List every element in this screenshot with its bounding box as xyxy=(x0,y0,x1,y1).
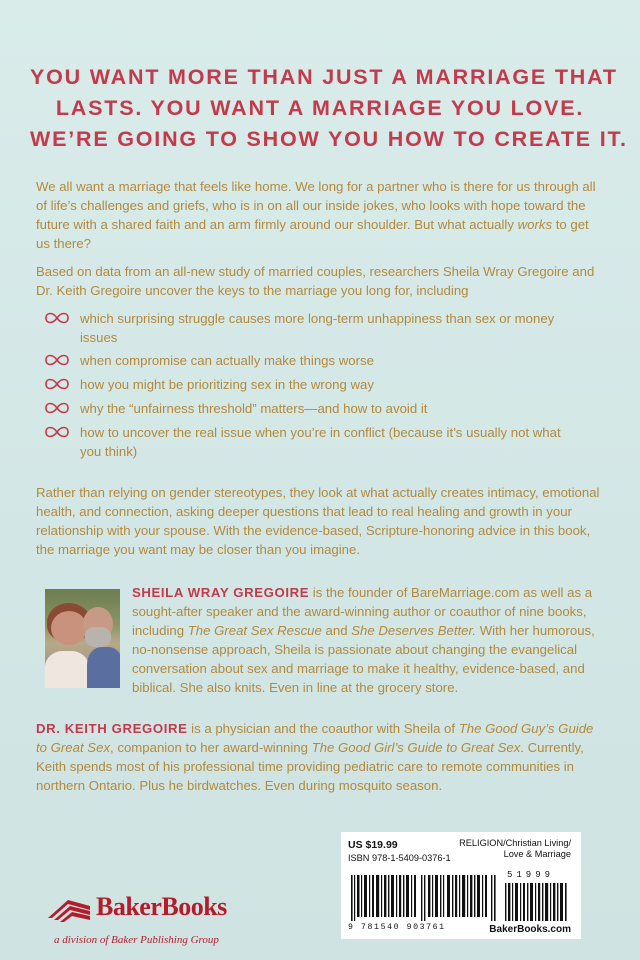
category: RELIGION/Christian Living/ Love & Marriage xyxy=(459,838,571,859)
intro-paragraph xyxy=(36,177,606,253)
headline-line-3: WE’RE GOING TO SHOW YOU HOW TO CREATE IT. xyxy=(30,127,628,151)
bio-text: is a physician and the coauthor with Sheila of xyxy=(187,721,459,736)
bio-sheila xyxy=(132,583,612,697)
author-photo xyxy=(45,589,120,688)
publisher-logo xyxy=(46,890,266,950)
bullet-text: when compromise can actually make things worse xyxy=(80,353,374,368)
barcode-icon xyxy=(351,875,497,921)
book-title: The Good Girl’s Guide to Great Sex xyxy=(311,740,521,755)
bio-keith xyxy=(36,719,606,795)
intro-text-end: to get us there? xyxy=(36,217,589,251)
bullet-text: which surprising struggle causes more long-term unhappiness than sex or money issues xyxy=(80,311,555,345)
bullet-item xyxy=(40,375,580,394)
bio-text: and xyxy=(321,623,352,638)
intro-emphasis: works xyxy=(517,217,553,232)
bullet-list xyxy=(40,309,580,466)
headline-line-2: LASTS. YOU WANT A MARRIAGE YOU LOVE. xyxy=(55,96,585,120)
author-name: DR. KEITH GREGOIRE xyxy=(36,721,188,736)
headline-line-1: YOU WANT MORE THAN JUST A MARRIAGE THAT xyxy=(30,65,618,89)
book-title: The Great Sex Rescue xyxy=(187,623,322,638)
addon-barcode-icon xyxy=(505,883,569,921)
bio-text: , companion to her award-winning xyxy=(110,740,312,755)
infinity-icon xyxy=(42,309,72,327)
headline xyxy=(30,62,628,155)
bullet-text: how to uncover the real issue when you’re in conflict (because it’s usually not what you think) xyxy=(80,425,561,459)
intro-text: We all want a marriage that feels like home. We long for a partner who is there for us through all of life’s challenges and griefs, who is in on all our inside jokes, who looks with hope toward the future with a shared faith and an arm firmly around our shoulder. But what actually xyxy=(36,179,596,232)
bullet-text: why the “unfairness threshold” matters—and how to avoid it xyxy=(80,401,428,416)
conclusion-paragraph: Rather than relying on gender stereotypes, they look at what actually creates intimacy, emotional health, and connection, asking deeper questions that lead to real healing and growth in your relationship with your spouse. With the evidence-based, Scripture-honoring advice in this book, the marriage you want may be closer than you imagine. xyxy=(36,485,600,557)
addon-number: 51999 xyxy=(507,870,555,880)
author-name: SHEILA WRAY GREGOIRE xyxy=(132,585,310,600)
study-intro-paragraph: Based on data from an all-new study of married couples, researchers Sheila Wray Gregoire and Dr. Keith Gregoire uncover the keys to the marriage you long for, including xyxy=(36,264,595,298)
infinity-icon xyxy=(42,399,72,417)
bullet-item xyxy=(40,399,580,418)
bio-text: . Currently, Keith spends most of his professional time providing pediatric care to remote communities in northern Ontario. Plus he birdwatches. Even during mosquito season. xyxy=(36,740,584,793)
book-title: The Good Guy’s Guide to Great Sex xyxy=(36,721,594,755)
bullet-item xyxy=(40,351,580,370)
bullet-item xyxy=(40,423,580,461)
publisher-division: a division of Baker Publishing Group xyxy=(54,934,219,946)
publisher-website: BakerBooks.com xyxy=(489,924,571,935)
infinity-icon xyxy=(42,423,72,441)
infinity-icon xyxy=(42,375,72,393)
infinity-icon xyxy=(42,351,72,369)
book-title: She Deserves Better. xyxy=(351,623,477,638)
barcode-panel xyxy=(341,832,581,939)
bullet-item xyxy=(40,309,580,347)
bullet-text: how you might be prioritizing sex in the wrong way xyxy=(80,377,374,392)
bio-text: With her humorous, no-nonsense approach, Sheila is passionate about changing the evangelical conversation about sex and marriage to make it healthy, evidence-based, and biblical. She also knits. Even in line at the grocery store. xyxy=(132,623,595,695)
baker-books-icon xyxy=(46,892,94,922)
bio-text: is the founder of BareMarriage.com as well as a sought-after speaker and the award-winning author or coauthor of nine books, including xyxy=(132,585,593,638)
isbn: ISBN 978-1-5409-0376-1 xyxy=(348,853,451,863)
publisher-name: BakerBooks xyxy=(96,892,227,921)
price: US $19.99 xyxy=(348,839,398,851)
barcode-digits: 9 781540 903761 xyxy=(348,923,446,932)
